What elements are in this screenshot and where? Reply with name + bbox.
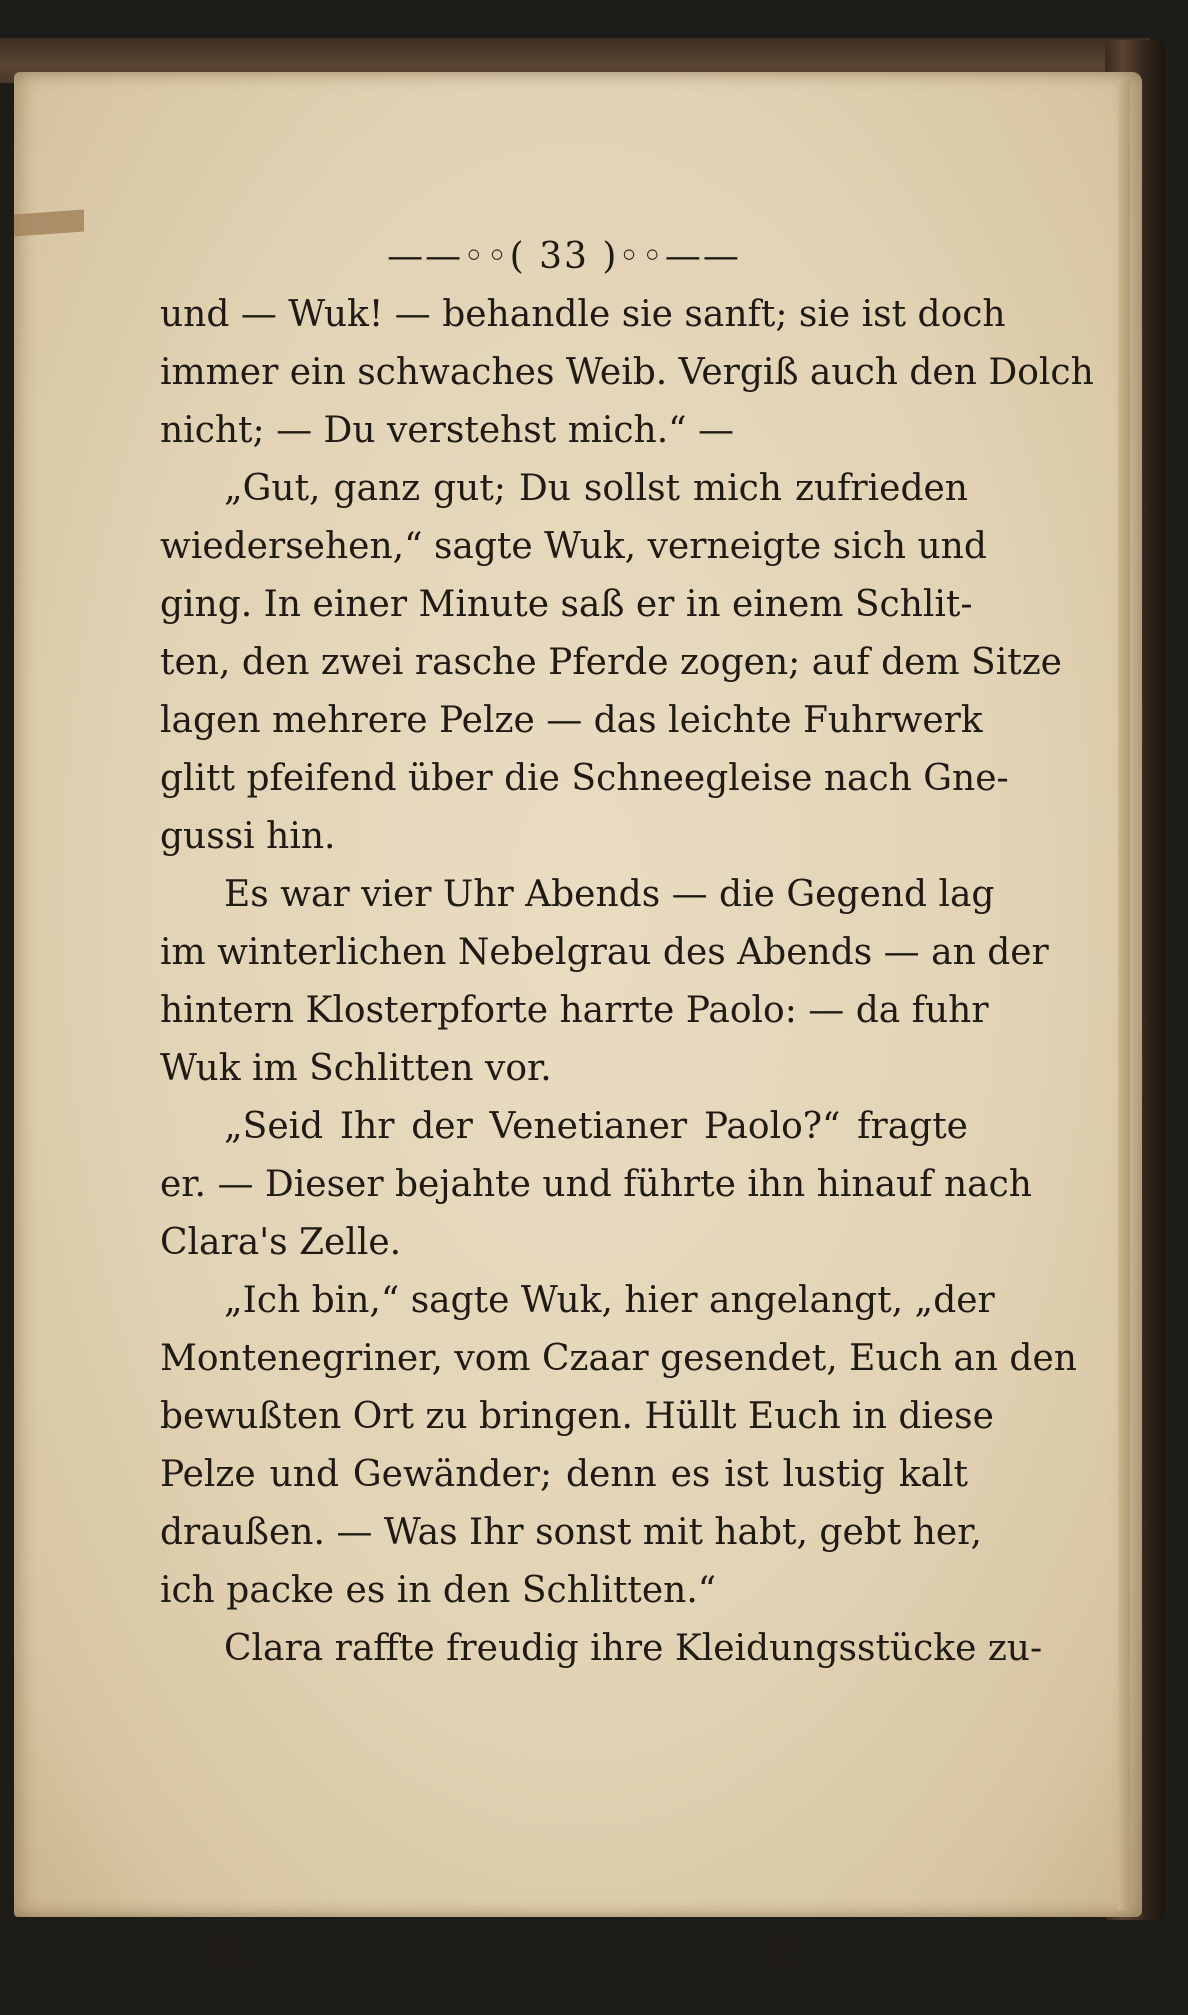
body-text — [160, 286, 1094, 1678]
text-line: bewußten Ort zu bringen. Hüllt Euch in diese — [160, 1396, 994, 1437]
text-line: im winterlichen Nebelgrau des Abends — an der — [160, 932, 1049, 973]
text-line: wiedersehen,“ sagte Wuk, verneigte sich und — [160, 526, 987, 567]
text-line: Clara's Zelle. — [160, 1222, 402, 1263]
text-line: Es war vier Uhr Abends — die Gegend lag — [224, 874, 995, 915]
text-line: „Ich bin,“ sagte Wuk, hier angelangt, „der — [224, 1280, 995, 1321]
text-line: „Gut, ganz gut; Du sollst mich zufrieden — [224, 468, 968, 509]
text-line: und — Wuk! — behandle sie sanft; sie ist doch — [160, 294, 1006, 335]
text-line: ging. In einer Minute saß er in einem Schlit- — [160, 584, 973, 625]
text-line: hintern Klosterpforte harrte Paolo: — da fuhr — [160, 990, 989, 1031]
text-line: immer ein schwaches Weib. Vergiß auch den Dolch — [160, 352, 1094, 393]
text-line: nicht; — Du verstehst mich.“ — — [160, 410, 734, 451]
text-line: er. — Dieser bejahte und führte ihn hinauf nach — [160, 1164, 1032, 1205]
page-text-block — [160, 228, 1094, 1977]
text-line: Clara raffte freudig ihre Kleidungsstücke zu- — [224, 1628, 1043, 1669]
text-line: „Seid Ihr der Venetianer Paolo?“ fragte — [224, 1106, 968, 1147]
text-line: ich packe es in den Schlitten.“ — [160, 1570, 717, 1611]
page-footer — [160, 1928, 968, 1986]
page-edge — [1118, 80, 1130, 1910]
text-line: Montenegriner, vom Czaar gesendet, Euch an den — [160, 1338, 1077, 1379]
text-line: gussi hin. — [160, 816, 336, 857]
text-line: glitt pfeifend über die Schneegleise nach Gne- — [160, 758, 1009, 799]
text-line: ten, den zwei rasche Pferde zogen; auf dem Sitze — [160, 642, 1062, 683]
page-header: ——◦◦( 33 )◦◦—— — [387, 236, 741, 277]
text-line: lagen mehrere Pelze — das leichte Fuhrwerk — [160, 700, 983, 741]
text-line: Pelze und Gewänder; denn es ist lustig kalt — [160, 1454, 968, 1495]
signature-mark: II. — [210, 1936, 250, 1977]
gathering-letter: C — [768, 1936, 796, 1977]
text-line: Wuk im Schlitten vor. — [160, 1048, 552, 1089]
text-line: draußen. — Was Ihr sonst mit habt, gebt her, — [160, 1512, 982, 1553]
